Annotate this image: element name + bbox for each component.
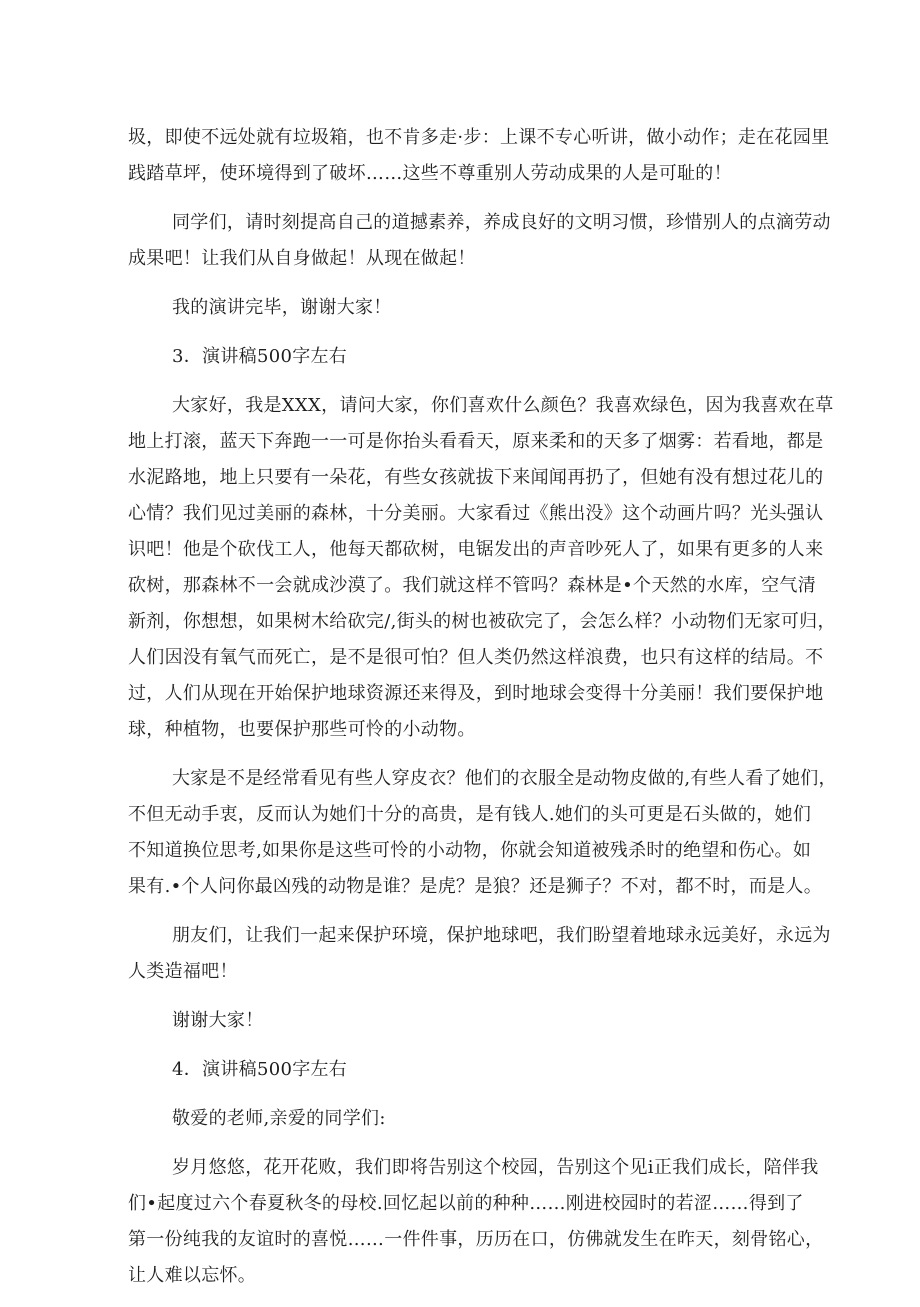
paragraph bbox=[128, 120, 830, 192]
paragraph-line: 不但无动手衷，反而认为她们十分的高贵，是有钱人.她们的头可更是石头做的，她们 bbox=[128, 804, 812, 825]
paragraph bbox=[128, 290, 788, 326]
paragraph-line: 让人难以忘怀。 bbox=[128, 1265, 257, 1286]
paragraph-line: 践踏草坪，使环境得到了破坏……这些不尊重别人劳动成果的人是可耻的！ bbox=[128, 163, 732, 184]
document-body bbox=[128, 120, 837, 1307]
paragraph-line: 敬爱的老师,亲爱的同学们: bbox=[172, 1108, 386, 1129]
paragraph-line: 球，种植物，也要保护那些可怜的小动物。 bbox=[128, 719, 476, 740]
paragraph-line: 第一份纯我的友谊时的喜悦……一件件事，历历在口，仿佛就发生在昨天，刻骨铭心， bbox=[128, 1229, 824, 1250]
paragraph bbox=[128, 761, 837, 905]
paragraph-line: 人们因没有氧气而死亡，是不是很可怕？但人类仍然这样浪费，也只有这样的结局。不 bbox=[128, 647, 824, 668]
paragraph-line: 同学们，请时刻提高自己的道撼素养，养成良好的文明习惯，珍惜别人的点滴劳动 bbox=[172, 212, 831, 233]
paragraph-line: 心情？我们见过美丽的森林，十分美丽。大家看过《熊出没》这个动画片吗？光头强认 bbox=[128, 503, 824, 524]
paragraph-line: 圾，即使不远处就有垃圾箱，也不肯多走·步：上课不专心听讲，做小动作；走在花园里 bbox=[128, 127, 830, 148]
section-heading bbox=[128, 1052, 788, 1088]
paragraph-line: 果有.•个人问你最凶残的动物是谁？是虎？是狼？还是狮子？不对，都不时，而是人。 bbox=[128, 876, 823, 897]
section-heading-text: 4．演讲稿500字左右 bbox=[172, 1059, 348, 1080]
paragraph bbox=[128, 1101, 788, 1137]
paragraph-line: 们•起度过六个春夏秋冬的母校.回忆起以前的种种……刚进校园时的若涩……得到了 bbox=[128, 1193, 804, 1214]
paragraph-line: 朋友们，让我们一起来保护环境，保护地球吧，我们盼望着地球永远美好，永远为 bbox=[172, 925, 831, 946]
paragraph-line: 地上打滚，蓝天下奔跑一一可是你抬头看看天，原来柔和的天多了烟雾：若看地，都是 bbox=[128, 431, 824, 452]
paragraph-line: 砍树，那森林不一会就成沙漠了。我们就这样不管吗？森林是•个天然的水库，空气清 bbox=[128, 575, 817, 596]
paragraph bbox=[128, 388, 836, 748]
paragraph-line: 新剂，你想想，如果树木给砍完/,街头的树也被砍完了，会怎么样？小动物们无家可归， bbox=[128, 611, 836, 632]
paragraph-line: 人类造福吧！ bbox=[128, 961, 238, 982]
paragraph-line: 过，人们从现在开始保护地球资源还来得及，到时地球会变得十分美丽！我们要保护地 bbox=[128, 683, 824, 704]
paragraph bbox=[128, 205, 831, 277]
section-heading-text: 3．演讲稿500字左右 bbox=[172, 346, 348, 367]
paragraph-line: 水泥路地，地上只要有一朵花，有些女孩就拔下来闻闻再扔了，但她有没有想过花儿的 bbox=[128, 467, 824, 488]
paragraph bbox=[128, 918, 831, 990]
paragraph-line: 谢谢大家！ bbox=[172, 1010, 264, 1031]
paragraph-line: 大家是不是经常看见有些人穿皮衣？他们的衣服全是动物皮做的,有些人看了她们， bbox=[172, 768, 837, 789]
paragraph bbox=[128, 1003, 788, 1039]
paragraph-line: 我的演讲完毕，谢谢大家！ bbox=[172, 297, 392, 318]
paragraph-line: 不知道换位思考,如果你是这些可怜的小动物，你就会知道被残杀时的绝望和伤心。如 bbox=[128, 840, 812, 861]
paragraph-line: 大家好，我是XXX，请问大家，你们喜欢什么颜色？我喜欢绿色，因为我喜欢在草 bbox=[172, 395, 834, 416]
paragraph-line: 岁月悠悠，花开花败，我们即将告别这个校园，告别这个见i正我们成长，陪伴我 bbox=[172, 1157, 819, 1178]
paragraph-line: 识吧！他是个砍伐工人，他每天都砍树，电锯发出的声音吵死人了，如果有更多的人来 bbox=[128, 539, 824, 560]
section-heading bbox=[128, 339, 788, 375]
paragraph bbox=[128, 1150, 824, 1294]
paragraph-line: 成果吧！让我们从自身做起！从现在做起！ bbox=[128, 248, 476, 269]
